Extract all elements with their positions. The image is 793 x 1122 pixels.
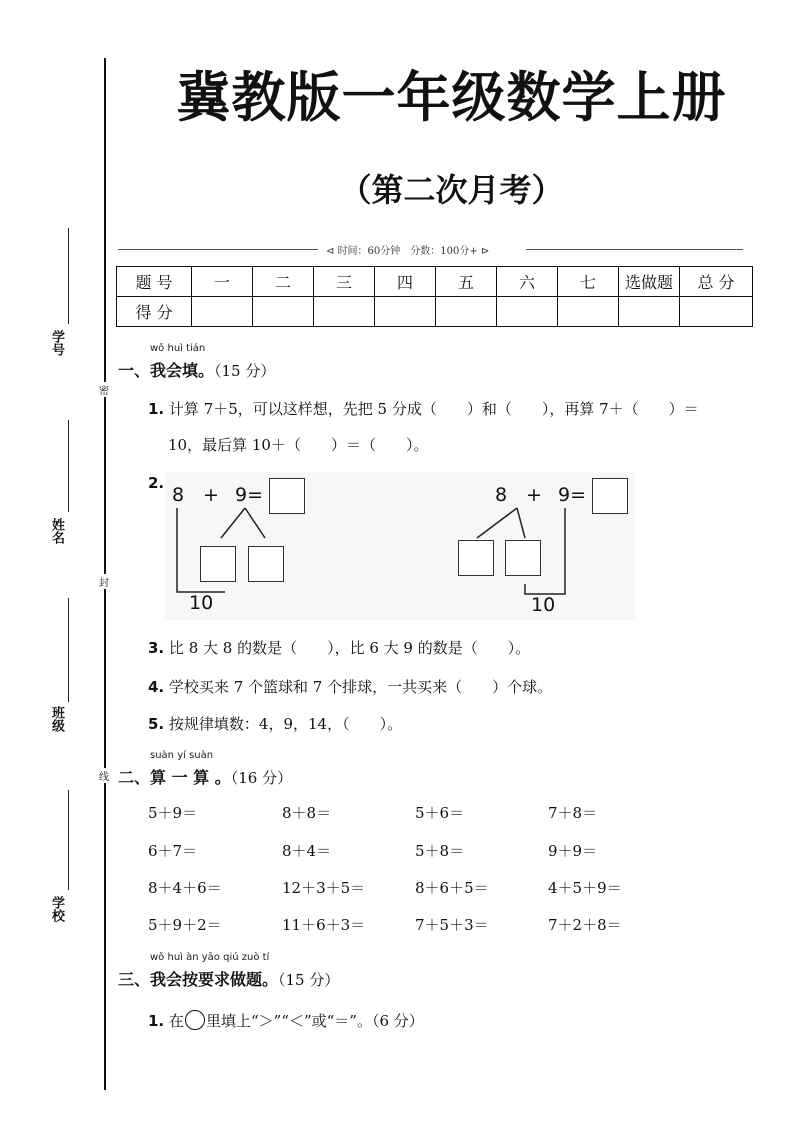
calc-item: 7＋2＋8＝ (548, 916, 622, 934)
question-text: 学校买来 7 个篮球和 7 个排球，一共买来（ ）个球。 (168, 678, 553, 696)
calc-item: 6＋7＝ (148, 842, 198, 860)
school-line (68, 790, 69, 890)
name-label: 姓名 (49, 518, 64, 544)
section3-title: 三、我会按要求做题。 (118, 970, 279, 989)
calc-item: 12＋3＋5＝ (282, 879, 366, 897)
table-cell: 三 (314, 267, 375, 297)
table-cell: 五 (436, 267, 497, 297)
question-text-pre: 在 (168, 1012, 184, 1030)
calc-item: 8＋4＝ (282, 842, 332, 860)
score-input-cell[interactable] (497, 297, 558, 327)
calc-item: 5＋9＋2＝ (148, 916, 222, 934)
section2-heading (118, 765, 292, 788)
diagram-left-addend1: 8 (172, 484, 185, 506)
circle-icon (185, 1010, 205, 1030)
question-number: 2. (148, 474, 165, 492)
table-cell: 题 号 (117, 267, 192, 297)
table-cell: 一 (192, 267, 253, 297)
page-title: 冀教版一年级数学上册 (176, 66, 727, 129)
calc-item: 5＋8＝ (415, 842, 465, 860)
table-cell: 总 分 (680, 267, 753, 297)
score-input-cell[interactable] (253, 297, 314, 327)
diagram-right-ten: 10 (531, 594, 556, 616)
calc-item: 8＋4＋6＝ (148, 879, 222, 897)
seal-mark-feng: 封 (98, 574, 110, 589)
question-number: 5. (148, 715, 165, 733)
section1-heading (118, 358, 275, 381)
calc-item: 7＋5＋3＝ (415, 916, 489, 934)
section2-pinyin: suàn yí suàn (150, 750, 214, 761)
question-number: 1. (148, 1012, 165, 1030)
info-rule-right (526, 249, 743, 250)
diagram-right-addend1: 8 (495, 484, 508, 506)
score-input-cell[interactable] (314, 297, 375, 327)
exam-info-row (118, 242, 743, 256)
class-label: 班级 (49, 706, 64, 732)
question-1-5 (148, 713, 402, 734)
make-ten-diagram (165, 472, 635, 620)
diagram-left-ten: 10 (189, 592, 214, 614)
calc-item: 9＋9＝ (548, 842, 598, 860)
section2-points: （16 分） (230, 769, 293, 787)
diagram-left-addend2: 9= (235, 484, 264, 506)
question-1-2 (148, 474, 164, 492)
diagram-right-split-box-2[interactable] (505, 540, 541, 576)
section1-title: 一、我会填。 (118, 361, 215, 380)
seal-mark-xian: 线 (98, 768, 110, 783)
question-3-1 (148, 1010, 424, 1031)
score-input-cell[interactable] (680, 297, 753, 327)
seal-mark-mi: 密 (98, 382, 110, 397)
section1-pinyin: wǒ huì tián (150, 343, 206, 354)
table-cell: 六 (497, 267, 558, 297)
table-cell: 七 (558, 267, 619, 297)
question-text: 计算 7＋5，可以这样想，先把 5 分成（ ）和（ ），再算 7＋（ ）＝ (168, 400, 699, 418)
diagram-right-addend2: 9= (558, 484, 587, 506)
section3-heading (118, 967, 339, 990)
calc-item: 11＋6＋3＝ (282, 916, 366, 934)
exam-info: ⊲ 时间：60分钟 分数：100分+ ⊳ (326, 246, 490, 257)
score-table-header-row (117, 267, 753, 297)
calc-item: 5＋9＝ (148, 804, 198, 822)
table-cell: 二 (253, 267, 314, 297)
score-input-cell[interactable] (619, 297, 680, 327)
score-input-cell[interactable] (558, 297, 619, 327)
class-line (68, 598, 69, 702)
question-text: 比 8 大 8 的数是（ ），比 6 大 9 的数是（ ）。 (168, 639, 531, 657)
calc-item: 8＋6＋5＝ (415, 879, 489, 897)
section3-points: （15 分） (278, 971, 340, 989)
question-1-1 (148, 398, 699, 419)
question-number: 4. (148, 678, 165, 696)
table-cell: 四 (375, 267, 436, 297)
calc-item: 7＋8＝ (548, 804, 598, 822)
exam-info-text: 时间：60分钟 分数：100分+ (337, 246, 478, 257)
question-number: 3. (148, 639, 165, 657)
question-1-3 (148, 637, 530, 658)
section2-title: 二、算 一 算 。 (118, 768, 231, 787)
student-id-line (68, 228, 69, 324)
name-line (68, 420, 69, 512)
score-table-score-row (117, 297, 753, 327)
table-cell: 得 分 (117, 297, 192, 327)
diagram-left-plus: + (203, 484, 219, 506)
student-id-label: 学号 (49, 330, 64, 356)
page-subtitle: （第二次月考） (339, 171, 564, 209)
score-input-cell[interactable] (192, 297, 253, 327)
question-text-post: 里填上“＞”“＜”或“＝”。（6 分） (205, 1012, 424, 1030)
question-1-4 (148, 676, 552, 697)
question-number: 1. (148, 400, 165, 418)
question-text: 按规律填数：4，9，14，（ ）。 (168, 715, 403, 733)
table-cell: 选做题 (619, 267, 680, 297)
score-input-cell[interactable] (436, 297, 497, 327)
section1-points: （15 分） (214, 362, 276, 380)
calc-item: 8＋8＝ (282, 804, 332, 822)
score-input-cell[interactable] (375, 297, 436, 327)
school-label: 学校 (49, 896, 64, 922)
calc-item: 5＋6＝ (415, 804, 465, 822)
section3-pinyin: wǒ huì àn yāo qiú zuò tí (150, 952, 270, 963)
score-table (116, 266, 753, 327)
diagram-right-split-box-1[interactable] (458, 540, 494, 576)
info-rule-left (118, 249, 318, 250)
diagram-right-plus: + (526, 484, 542, 506)
diagram-right-answer-box[interactable] (592, 478, 628, 514)
question-1-1-cont: 10，最后算 10＋（ ）＝（ ）。 (168, 436, 429, 454)
calc-item: 4＋5＋9＝ (548, 879, 622, 897)
